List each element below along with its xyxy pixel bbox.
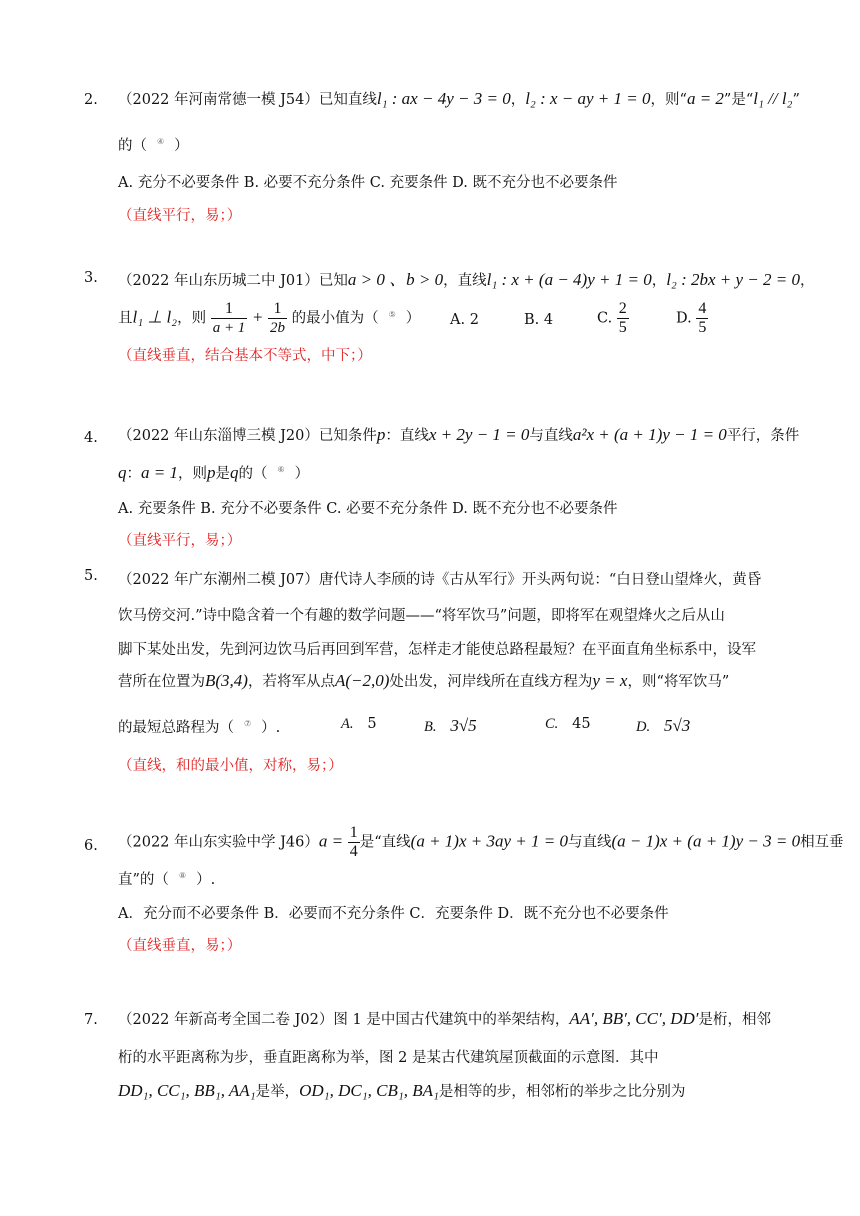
- option-b: B. 3√5: [424, 716, 477, 735]
- math-expr: (a − 1)x + (a + 1)y − 3 = 0: [611, 831, 801, 851]
- question-stem-line: q：a = 1，则p是q的（ ⑥ ）: [118, 463, 310, 482]
- math-expr: OD₁, DC₁, CB₁, BA₁: [299, 1081, 439, 1100]
- math-expr: y = x: [592, 671, 628, 690]
- question-number: 5.: [84, 568, 98, 584]
- answer-options: A. 充要条件 B. 充分不必要条件 C. 必要不充分条件 D. 既不充分也不必要条件: [118, 501, 618, 517]
- question-stem-line: （2022 年广东潮州二模 J07）唐代诗人李颀的诗《古从军行》开头两句说：“白日登山望烽火，黄昏: [118, 572, 762, 588]
- option-a: A. 2: [450, 312, 479, 328]
- math-expr: a = 2: [686, 89, 724, 108]
- question-stem-line: DD₁, CC₁, BB₁, AA₁是举，OD₁, DC₁, CB₁, BA₁是相等的步，相邻桁的举步之比分别为: [118, 1081, 686, 1100]
- question-stem-line: （2022 年山东实验中学 J46）a = $\frac{1}{4}$ 是“直线(a + 1)x + 3ay + 1 = 0与直线(a − 1)x + (a + 1)y − 3 = 0相互垂: [118, 824, 844, 860]
- math-expr: l₂ : x − ay + 1 = 0: [525, 89, 651, 108]
- circled-number-marker: ⑧: [178, 871, 187, 881]
- answer-options: A．充分而不必要条件 B．必要而不充分条件 C．充要条件 D．既不充分也不必要条件: [118, 906, 669, 922]
- circled-number-marker: ⑦: [244, 719, 252, 729]
- math-expr: l₁ : ax − 4y − 3 = 0: [376, 89, 511, 108]
- question-stem-line: 直”的（ ⑧ ）.: [118, 871, 216, 888]
- question-stem-line: （2022 年山东历城二中 J01）已知a > 0 、b > 0，直线l₁ : x + (a − 4)y + 1 = 0，l₂ : 2bx + y − 2 = 0，: [118, 270, 815, 289]
- math-expr: l₂ : 2bx + y − 2 = 0: [666, 270, 801, 289]
- option-b: B. 4: [524, 312, 554, 328]
- question-stem-line: 的（ ④ ）: [118, 137, 189, 154]
- answer-options: A. 充分不必要条件 B. 必要不充分条件 C. 充要条件 D. 既不充分也不必要条件: [118, 175, 618, 191]
- question-stem-line: 且l₁ ⊥ l₂，则 $\frac{1}{a + 1}$ + $\frac{1}{2b}$ 的最小值为（ ⑤ ）: [118, 300, 421, 336]
- fraction: $\frac{1}{4}$: [349, 824, 358, 860]
- difficulty-note: （直线垂直，结合基本不等式，中下；）: [118, 348, 372, 364]
- difficulty-note: （直线平行，易；）: [118, 208, 242, 224]
- question-number: 2.: [84, 92, 98, 108]
- question-stem-line: （2022 年河南常德一模 J54）已知直线l₁ : ax − 4y − 3 = 0，l₂ : x − ay + 1 = 0，则“a = 2”是“l₁ // l₂”: [118, 89, 800, 108]
- question-stem-line: （2022 年新高考全国二卷 J02）图 1 是中国古代建筑中的举架结构，AA′, BB′, CC′, DD′是桁，相邻: [118, 1009, 771, 1028]
- math-expr: l₁ // l₂: [753, 89, 793, 108]
- option-c: C. 45: [545, 716, 591, 732]
- math-expr: a > 0 、b > 0: [347, 270, 444, 289]
- option-d: D. $\frac{4}{5}$: [676, 300, 707, 336]
- math-expr: AA′, BB′, CC′, DD′: [569, 1009, 699, 1028]
- option-d: D. 5√3: [636, 716, 691, 735]
- question-number: 3.: [84, 270, 98, 286]
- difficulty-note: （直线平行，易；）: [118, 533, 242, 549]
- difficulty-note: （直线，和的最小值，对称，易；）: [118, 758, 343, 774]
- fraction: $\frac{1}{a + 1}$: [212, 300, 246, 336]
- question-stem-line: （2022 年山东淄博三模 J20）已知条件p：直线x + 2y − 1 = 0与直线a²x + (a + 1)y − 1 = 0平行，条件: [118, 425, 800, 444]
- math-expr: A(−2,0): [334, 671, 390, 690]
- fraction: $\frac{2}{5}$: [618, 300, 627, 336]
- math-expr: x + 2y − 1 = 0: [428, 425, 530, 444]
- circled-number-marker: ⑥: [277, 465, 285, 475]
- question-stem-line: 脚下某处出发，先到河边饮马后再回到军营，怎样走才能使总路程最短？在平面直角坐标系中，设军: [118, 642, 756, 658]
- math-expr: (a + 1)x + 3ay + 1 = 0: [410, 831, 568, 851]
- question-number: 6.: [84, 838, 98, 854]
- difficulty-note: （直线垂直，易；）: [118, 938, 242, 954]
- fraction: $\frac{1}{2b}$: [270, 300, 286, 336]
- math-expr: DD₁, CC₁, BB₁, AA₁: [118, 1081, 256, 1100]
- circled-number-marker: ⑤: [388, 309, 396, 319]
- question-stem-line: 营所在位置为B(3,4)，若将军从点A(−2,0)处出发，河岸线所在直线方程为y = x，则“将军饮马”: [118, 671, 730, 690]
- question-stem-line: 饮马傍交河.”诗中隐含着一个有趣的数学问题——“将军饮马”问题，即将军在观望烽火之后从山: [118, 608, 725, 624]
- question-number: 7.: [84, 1012, 98, 1028]
- circled-number-marker: ④: [157, 137, 165, 147]
- option-c: C. $\frac{2}{5}$: [597, 300, 627, 336]
- option-a: A. 5: [341, 716, 377, 732]
- math-expr: B(3,4): [205, 671, 248, 690]
- math-expr: l₁ : x + (a − 4)y + 1 = 0: [486, 270, 652, 289]
- math-expr: a = 1: [141, 463, 178, 482]
- question-stem-line: 桁的水平距离称为步，垂直距离称为举，图 2 是某古代建筑屋顶截面的示意图．其中: [118, 1050, 659, 1066]
- question-stem-line: 的最短总路程为（ ⑦ ）.: [118, 719, 281, 736]
- math-expr: a²x + (a + 1)y − 1 = 0: [572, 425, 727, 444]
- question-number: 4.: [84, 430, 98, 446]
- fraction: $\frac{4}{5}$: [698, 300, 707, 336]
- math-expr: l₁ ⊥ l₂: [132, 307, 178, 327]
